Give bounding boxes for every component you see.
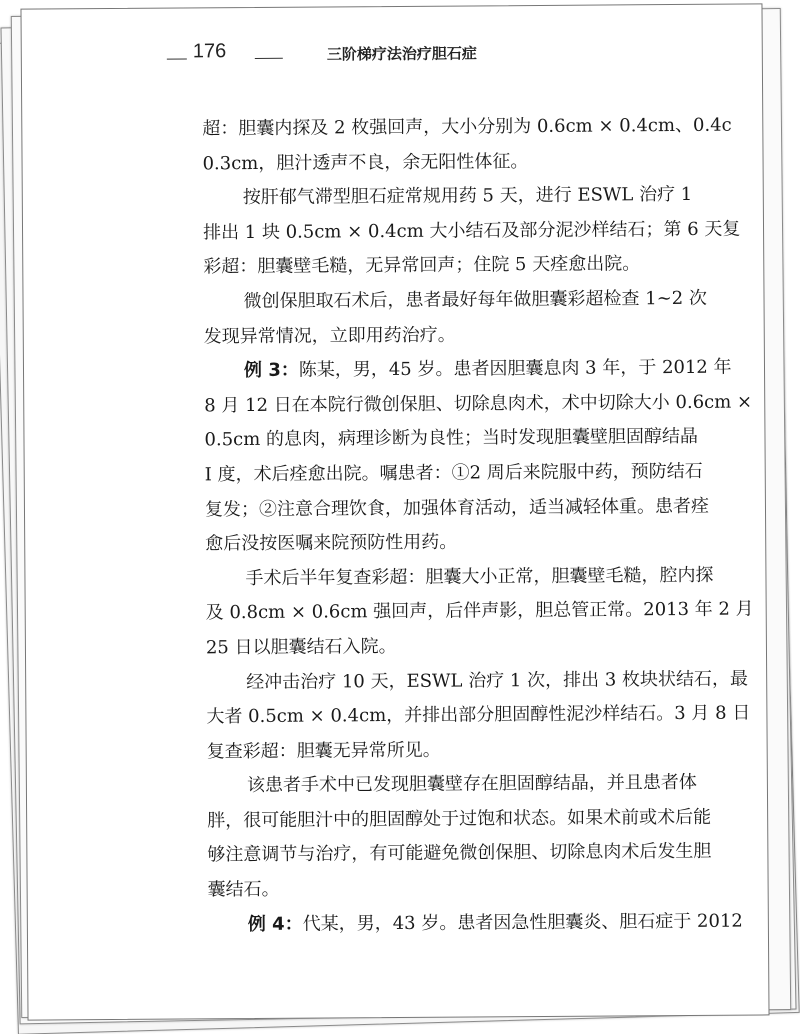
line-text: 囊结石。: [207, 878, 280, 901]
line-text: 按肝郁气滞型胆石症常规用药 5 天，进行 ESWL 治疗 1: [242, 184, 693, 209]
text-line: [205, 454, 765, 493]
text-line: [206, 662, 766, 701]
text-line: [203, 281, 763, 320]
line-text: 手术后半年复查彩超：胆囊大小正常，胆囊壁毛糙，腔内探: [245, 564, 714, 589]
text-line: [208, 869, 768, 908]
line-text: 大者 0.5cm × 0.4cm，并排出部分胆固醇性泥沙样结石。3 月 8 日: [206, 702, 751, 728]
text-line: [204, 420, 764, 459]
text-line: [206, 627, 766, 666]
line-text: 复发；②注意合理饮食，加强体育活动，适当减轻体重。患者痊: [204, 495, 710, 520]
line-text: 0.3cm，胆汁透声不良，余无阳性体征。: [202, 150, 529, 174]
text-line: [205, 524, 765, 563]
page-header: [167, 36, 587, 73]
text-line: [206, 697, 766, 736]
example-label: 例 3：: [243, 359, 299, 382]
header-rule: [167, 58, 187, 59]
line-text: 超：胆囊内探及 2 枚强回声，大小分别为 0.6cm × 0.4cm、0.4c: [202, 114, 732, 140]
line-text: 该患者手术中已发现胆囊壁存在胆固醇结晶，并且患者体: [246, 772, 697, 797]
text-line: [203, 178, 763, 217]
line-text: 经冲击治疗 10 天，ESWL 治疗 1 次，排出 3 枚块状结石，最: [246, 668, 749, 693]
text-line: [202, 108, 762, 147]
line-text: 陈某，男，45 岁。患者因胆囊息肉 3 年，于 2012 年: [298, 356, 732, 381]
text-line: [203, 212, 763, 251]
line-text: 愈后没按医嘱来院预防性用药。: [205, 531, 458, 555]
text-line: [207, 800, 767, 839]
line-text: 代某，男，43 岁。患者因急性胆囊炎、胆石症于 2012: [302, 910, 743, 935]
line-text: 胖，很可能胆汁中的胆固醇处于过饱和状态。如果术前或术后能: [207, 806, 712, 832]
line-text: 发现异常情况，立即用药治疗。: [203, 324, 456, 347]
text-line: [206, 593, 766, 632]
text-line: [205, 558, 765, 597]
text-line: [207, 731, 767, 770]
line-text: 及 0.8cm × 0.6cm 强回声，后伴声影，胆总管正常。2013 年 2 月: [205, 598, 754, 624]
text-line: [202, 143, 762, 182]
text-line: [204, 385, 764, 424]
body-text: [202, 108, 768, 942]
line-text: 复查彩超：胆囊无异常所见。: [206, 739, 441, 763]
page-number: 176: [192, 40, 227, 63]
line-text: 彩超：胆囊壁毛糙，无异常回声；住院 5 天痊愈出院。: [203, 253, 641, 278]
text-line: [205, 489, 765, 528]
line-text: 25 日以胆囊结石入院。: [205, 635, 397, 659]
text-line: [204, 351, 764, 390]
header-rule: [255, 58, 283, 59]
text-line: [207, 766, 767, 805]
example-label: 例 4：: [247, 913, 303, 935]
line-text: I 度，术后痊愈出院。嘱患者：①2 周后来院服中药，预防结石: [204, 460, 703, 486]
book-page: [20, 3, 769, 1020]
line-text: 0.5cm 的息肉，病理诊断为良性；当时发现胆囊壁胆固醇结晶: [204, 426, 699, 451]
running-title: 三阶梯疗法治疗胆石症: [326, 44, 477, 64]
text-line: [204, 316, 764, 355]
text-line: [208, 904, 768, 943]
line-text: 8 月 12 日在本院行微创保胆、切除息肉术，术中切除大小 0.6cm ×: [204, 391, 753, 417]
line-text: 微创保胆取石术后，患者最好每年做胆囊彩超检查 1~2 次: [243, 287, 708, 313]
text-line: [207, 835, 767, 874]
line-text: 排出 1 块 0.5cm × 0.4cm 大小结石及部分泥沙样结石；第 6 天复: [202, 218, 741, 244]
line-text: 够注意调节与治疗，有可能避免微创保胆、切除息肉术后发生胆: [207, 841, 712, 866]
text-line: [203, 247, 763, 286]
